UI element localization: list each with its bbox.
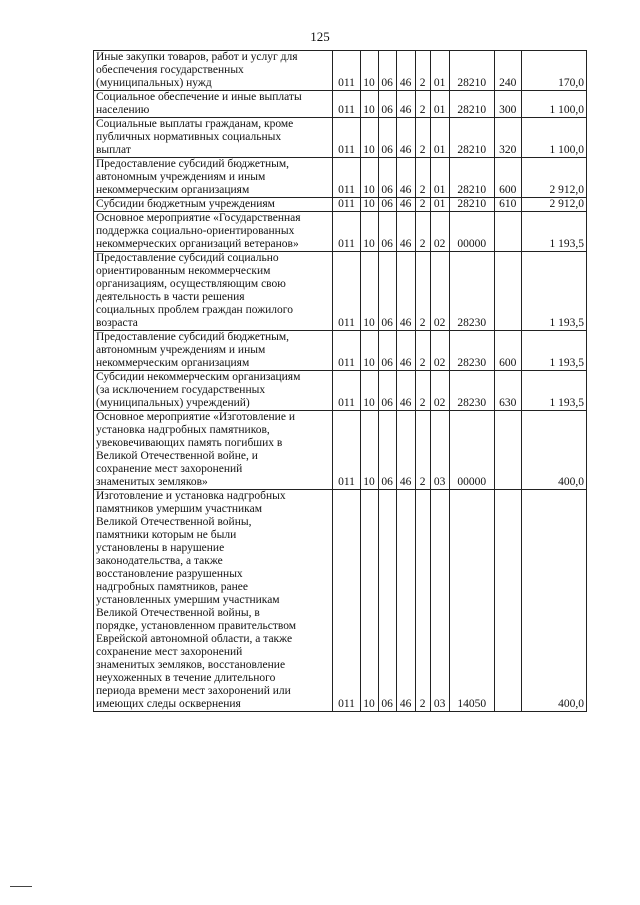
cell-p4: 28210 <box>449 91 494 118</box>
cell-vr: 300 <box>494 91 521 118</box>
cell-sum: 1 193,5 <box>521 252 586 331</box>
cell-name: Иные закупки товаров, работ и услуг для обеспечения государственных (муниципальных) нужд <box>94 51 333 91</box>
cell-pr: 06 <box>378 51 396 91</box>
footer-mark <box>10 886 32 887</box>
cell-p1: 46 <box>396 198 415 212</box>
cell-pr: 06 <box>378 331 396 371</box>
cell-p3: 02 <box>430 331 449 371</box>
cell-rz: 10 <box>360 51 378 91</box>
cell-vr <box>494 212 521 252</box>
cell-p2: 2 <box>415 371 430 411</box>
cell-vr <box>494 252 521 331</box>
cell-pr: 06 <box>378 371 396 411</box>
cell-vr <box>494 411 521 490</box>
cell-sum: 2 912,0 <box>521 198 586 212</box>
budget-table <box>93 50 587 712</box>
cell-p4: 00000 <box>449 212 494 252</box>
cell-name: Социальные выплаты гражданам, кроме публичных нормативных социальных выплат <box>94 118 333 158</box>
cell-pr: 06 <box>378 198 396 212</box>
table-row <box>94 331 587 371</box>
cell-grbs: 011 <box>333 371 360 411</box>
cell-rz: 10 <box>360 490 378 712</box>
cell-sum: 1 100,0 <box>521 91 586 118</box>
cell-name: Предоставление субсидий социально ориентированным некоммерческим организациям, осуществляющим свою деятельность в части решения социальных проблем граждан пожилого возраста <box>94 252 333 331</box>
cell-p2: 2 <box>415 91 430 118</box>
cell-p2: 2 <box>415 411 430 490</box>
cell-p2: 2 <box>415 490 430 712</box>
cell-rz: 10 <box>360 118 378 158</box>
table-row <box>94 212 587 252</box>
cell-p2: 2 <box>415 212 430 252</box>
cell-pr: 06 <box>378 212 396 252</box>
cell-grbs: 011 <box>333 118 360 158</box>
cell-name: Субсидии бюджетным учреждениям <box>94 198 333 212</box>
cell-p3: 02 <box>430 212 449 252</box>
cell-p1: 46 <box>396 331 415 371</box>
cell-p3: 01 <box>430 91 449 118</box>
table-row <box>94 411 587 490</box>
cell-grbs: 011 <box>333 158 360 198</box>
cell-p3: 01 <box>430 118 449 158</box>
cell-p4: 28210 <box>449 51 494 91</box>
table-row <box>94 198 587 212</box>
cell-sum: 400,0 <box>521 490 586 712</box>
cell-name: Субсидии некоммерческим организациям (за исключением государственных (муниципальных) учреждений) <box>94 371 333 411</box>
cell-grbs: 011 <box>333 51 360 91</box>
cell-vr: 600 <box>494 331 521 371</box>
cell-p2: 2 <box>415 198 430 212</box>
cell-name: Социальное обеспечение и иные выплаты населению <box>94 91 333 118</box>
cell-p2: 2 <box>415 118 430 158</box>
cell-vr: 600 <box>494 158 521 198</box>
cell-vr: 610 <box>494 198 521 212</box>
cell-name: Основное мероприятие «Изготовление и установка надгробных памятников, увековечивающих память погибших в Великой Отечественной войне, и сохранение мест захоронений знаменитых земляков» <box>94 411 333 490</box>
table-row <box>94 118 587 158</box>
cell-p1: 46 <box>396 91 415 118</box>
cell-p3: 01 <box>430 158 449 198</box>
cell-rz: 10 <box>360 331 378 371</box>
cell-sum: 1 193,5 <box>521 371 586 411</box>
page-number: 125 <box>310 29 330 44</box>
cell-name: Изготовление и установка надгробных памятников умершим участникам Великой Отечественной войны, памятники которым не были установлены в нарушение законодательства, а также восстановление разрушенных надгробных памятников, ранее установленных умершим участникам Великой Отечественной войны, в порядке, установленном правительством Еврейской автономной области, а также сохранение мест захоронений знаменитых земляков, восстановление неухоженных в течение длительного периода времени мест захоронений или имеющих следы осквернения <box>94 490 333 712</box>
cell-pr: 06 <box>378 158 396 198</box>
cell-grbs: 011 <box>333 411 360 490</box>
cell-rz: 10 <box>360 198 378 212</box>
cell-p1: 46 <box>396 51 415 91</box>
cell-sum: 1 193,5 <box>521 212 586 252</box>
cell-p4: 28230 <box>449 331 494 371</box>
cell-p1: 46 <box>396 411 415 490</box>
cell-name: Предоставление субсидий бюджетным, автономным учреждениям и иным некоммерческим организациям <box>94 158 333 198</box>
table-row <box>94 371 587 411</box>
cell-p3: 02 <box>430 371 449 411</box>
cell-p1: 46 <box>396 371 415 411</box>
cell-rz: 10 <box>360 158 378 198</box>
cell-rz: 10 <box>360 212 378 252</box>
table-row <box>94 490 587 712</box>
table-row <box>94 252 587 331</box>
cell-p3: 02 <box>430 252 449 331</box>
cell-vr <box>494 490 521 712</box>
cell-p4: 28210 <box>449 118 494 158</box>
cell-vr: 630 <box>494 371 521 411</box>
cell-p4: 28210 <box>449 158 494 198</box>
cell-name: Основное мероприятие «Государственная поддержка социально-ориентированных некоммерческих организаций ветеранов» <box>94 212 333 252</box>
cell-p4: 28230 <box>449 252 494 331</box>
cell-grbs: 011 <box>333 212 360 252</box>
cell-p4: 00000 <box>449 411 494 490</box>
cell-grbs: 011 <box>333 490 360 712</box>
cell-sum: 1 100,0 <box>521 118 586 158</box>
cell-rz: 10 <box>360 371 378 411</box>
cell-vr: 320 <box>494 118 521 158</box>
cell-p4: 14050 <box>449 490 494 712</box>
cell-name: Предоставление субсидий бюджетным, автономным учреждениям и иным некоммерческим организациям <box>94 331 333 371</box>
cell-rz: 10 <box>360 411 378 490</box>
cell-sum: 170,0 <box>521 51 586 91</box>
cell-grbs: 011 <box>333 198 360 212</box>
cell-grbs: 011 <box>333 91 360 118</box>
cell-p3: 01 <box>430 198 449 212</box>
cell-pr: 06 <box>378 118 396 158</box>
cell-grbs: 011 <box>333 331 360 371</box>
cell-sum: 1 193,5 <box>521 331 586 371</box>
cell-p4: 28210 <box>449 198 494 212</box>
cell-pr: 06 <box>378 490 396 712</box>
cell-grbs: 011 <box>333 252 360 331</box>
cell-p3: 03 <box>430 490 449 712</box>
cell-rz: 10 <box>360 252 378 331</box>
cell-p2: 2 <box>415 331 430 371</box>
budget-table-body <box>94 51 587 712</box>
cell-sum: 2 912,0 <box>521 158 586 198</box>
cell-pr: 06 <box>378 252 396 331</box>
cell-p1: 46 <box>396 158 415 198</box>
cell-p2: 2 <box>415 252 430 331</box>
cell-p1: 46 <box>396 490 415 712</box>
table-row <box>94 158 587 198</box>
cell-p1: 46 <box>396 252 415 331</box>
cell-pr: 06 <box>378 91 396 118</box>
cell-p1: 46 <box>396 118 415 158</box>
cell-p1: 46 <box>396 212 415 252</box>
table-row <box>94 91 587 118</box>
cell-p2: 2 <box>415 51 430 91</box>
cell-p3: 03 <box>430 411 449 490</box>
cell-p4: 28230 <box>449 371 494 411</box>
cell-p2: 2 <box>415 158 430 198</box>
cell-vr: 240 <box>494 51 521 91</box>
cell-pr: 06 <box>378 411 396 490</box>
cell-rz: 10 <box>360 91 378 118</box>
cell-sum: 400,0 <box>521 411 586 490</box>
cell-p3: 01 <box>430 51 449 91</box>
table-row <box>94 51 587 91</box>
